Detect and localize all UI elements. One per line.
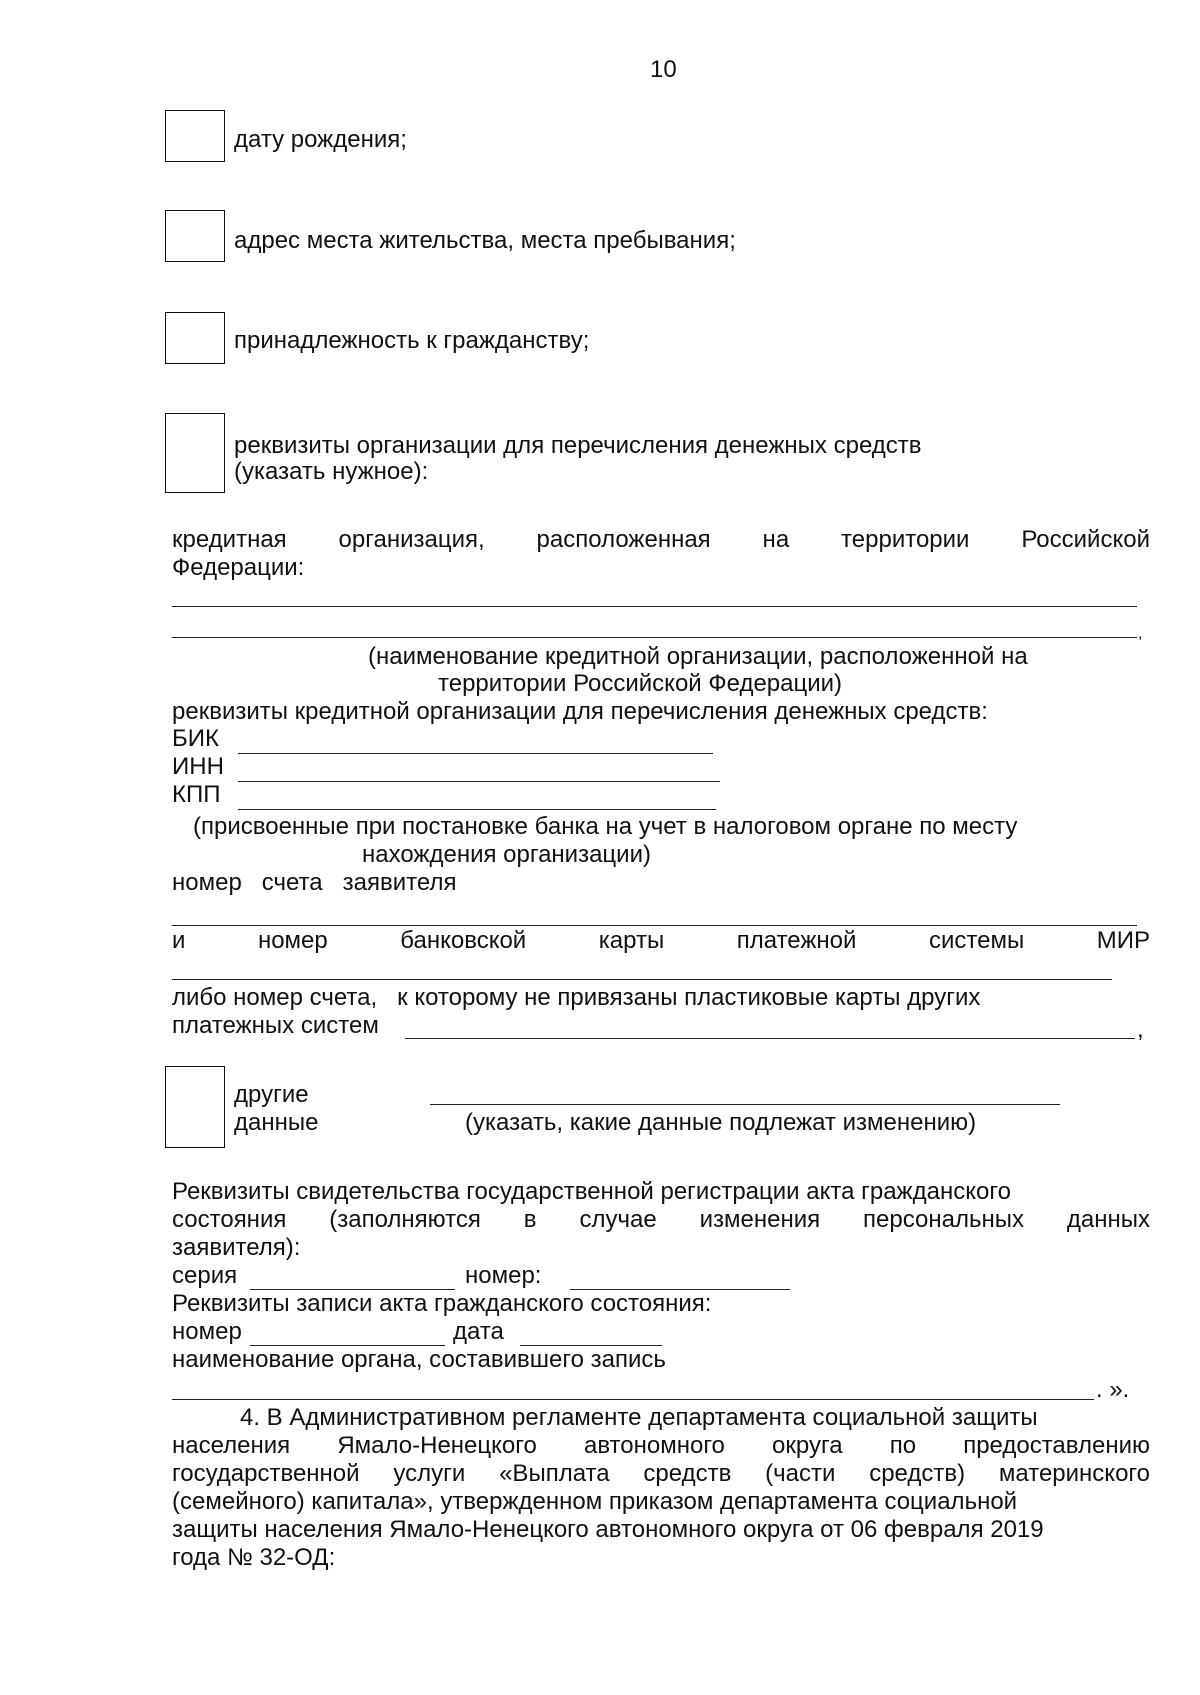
paragraph4-line-5: защиты населения Ямало-Ненецкого автономного округа от 06 февраля 2019 [172,1516,1044,1543]
other-account-line-1: либо номер счета, к которому не привязаны пластиковые карты других [172,984,981,1011]
card-field[interactable] [172,979,1112,980]
label-address: адрес места жительства, места пребывания; [234,227,736,254]
credit-org-comma: , [1138,625,1143,642]
label-bank-details-1: реквизиты организации для перечисления денежных средств [234,432,922,459]
registration-line-3: заявителя): [172,1234,301,1261]
paragraph4-line-4: (семейного) капитала», утвержденном приказом департамента социальной [172,1488,1018,1515]
checkbox-citizenship[interactable] [165,312,225,364]
credit-org-name-line-2[interactable] [172,637,1137,638]
kpp-field[interactable] [238,809,716,810]
paragraph4-line-6: года № 32-ОД: [172,1544,336,1571]
other-account-comma: , [1137,1016,1144,1043]
registration-line-2: состояния (заполняются в случае изменения персональных данных [172,1206,1150,1233]
page-number: 10 [650,56,677,83]
checkbox-bank-details[interactable] [165,413,225,493]
registration-line-1: Реквизиты свидетельства государственной регистрации акта гражданского [172,1178,1011,1205]
kpp-hint-2: нахождения организации) [362,841,651,868]
paragraph4-line-2: населения Ямало-Ненецкого автономного округа по предоставлению [172,1432,1150,1459]
paragraph4-line-3: государственной услуги «Выплата средств (части средств) материнского [172,1460,1150,1487]
kpp-hint-1: (присвоенные при постановке банка на учет в налоговом органе по месту [193,813,1018,840]
bik-field[interactable] [238,753,713,754]
paragraph4-line-1: 4. В Административном регламенте департамента социальной защиты [240,1404,1038,1431]
label-bank-details-2: (указать нужное): [234,458,429,485]
checkbox-other-data[interactable] [165,1066,225,1148]
checkbox-address[interactable] [165,210,225,262]
record-number-label: номер [172,1318,242,1345]
series-label: серия [172,1262,238,1289]
record-date-label: дата [453,1318,504,1345]
credit-org-name-line-1[interactable] [172,606,1137,607]
inn-field[interactable] [238,781,720,782]
other-data-field[interactable] [430,1104,1060,1105]
label-other-2: данные [234,1109,319,1136]
registration-end-mark: . ». [1096,1376,1130,1403]
authority-field[interactable] [172,1399,1094,1400]
other-account-line-2: платежных систем [172,1012,379,1039]
account-label: номер счета заявителя [172,869,457,896]
other-data-hint: (указать, какие данные подлежат изменению) [465,1109,977,1136]
credit-org-hint-1: (наименование кредитной организации, расположенной на [368,643,1028,670]
label-other-1: другие [234,1081,309,1108]
credit-org-line-2: Федерации: [172,554,305,581]
record-label: Реквизиты записи акта гражданского состояния: [172,1290,712,1317]
label-birth-date: дату рождения; [234,126,407,153]
checkbox-birth-date[interactable] [165,110,225,162]
credit-org-details-label: реквизиты кредитной организации для перечисления денежных средств: [172,698,988,725]
label-citizenship: принадлежность к гражданству; [234,327,590,354]
credit-org-hint-2: территории Российской Федерации) [438,670,843,697]
inn-label: ИНН [172,753,224,780]
credit-org-line-1: кредитная организация, расположенная на территории Российской [172,526,1150,553]
bik-label: БИК [172,725,219,752]
certificate-number-label: номер: [465,1262,542,1289]
card-label: и номер банковской карты платежной системы МИР [172,927,1150,954]
kpp-label: КПП [172,781,221,808]
authority-label: наименование органа, составившего запись [172,1346,666,1373]
other-account-field[interactable] [405,1038,1135,1039]
